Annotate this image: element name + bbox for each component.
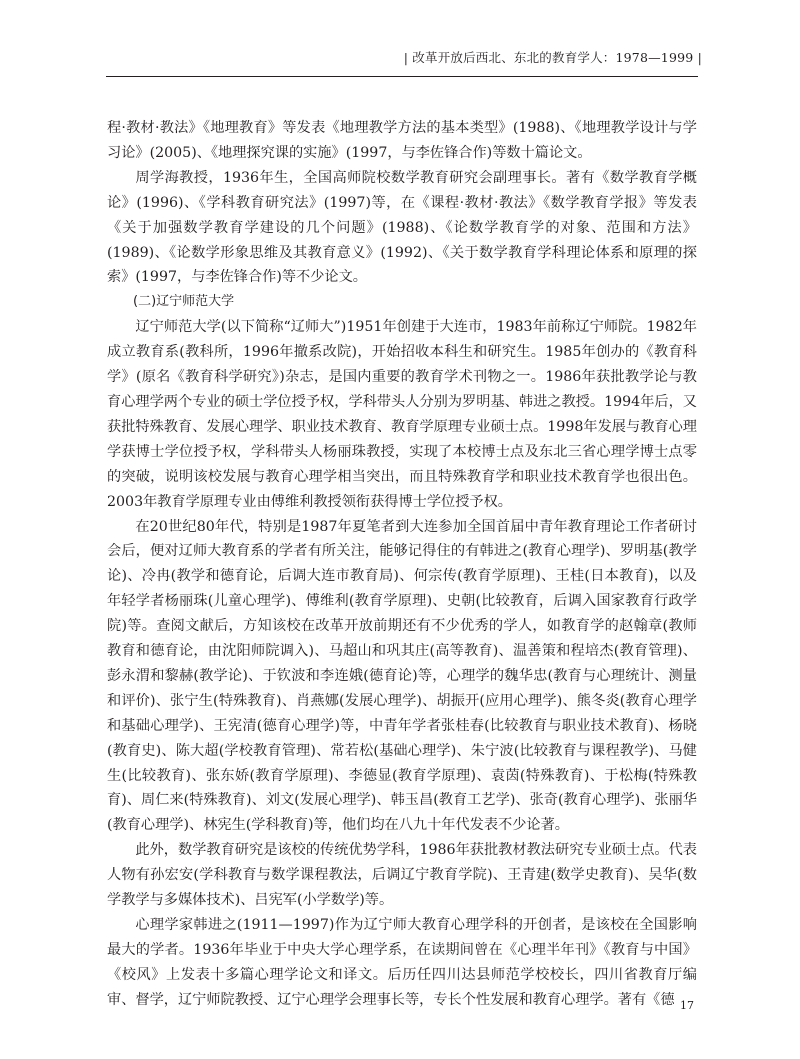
paragraph-scholars-1980s: 在20世纪80年代，特别是1987年夏笔者到大连参加全国首届中青年教育理论工作者研讨会后，便对辽师大教育系的学者有所关注，能够记得住的有韩进之(教育心理学)、罗明基(教学论)、冷冉(教学和德育论，后调大连市教育局)、何宗传(教育学原理)、王桂(日本教育)，以及年轻学者杨丽珠(儿童心理学)、傅维利(教育学原理)、史朝(比较教育，后调入国家教育行政学院)等。查阅文献后，方知该校在改革开放前期还有不少优秀的学人，如教育学的赵翰章(教师教育和德育论，由沈阳师院调入)、马超山和巩其庄(高等教育)、温善策和程培杰(教育管理)、彭永渭和黎赫(教学论)、于钦波和李连娥(德育论)等，心理学的魏华忠(教育与心理统计、测量和评价)、张宁生(特殊教育)、肖燕娜(发展心理学)、胡振开(应用心理学)、熊冬炎(教育心理学和基础心理学)、王宪清(德育心理学)等，中青年学者张桂春(比较教育与职业技术教育)、杨晓(教育史)、陈大超(学校教育管理)、常若松(基础心理学)、朱宁波(比较教育与课程教学)、马健生(比较教育)、张东娇(教育学原理)、李德显(教育学原理)、袁茵(特殊教育)、于松梅(特殊教育)、周仁来(特殊教育)、刘文(发展心理学)、韩玉昌(教育工艺学)、张奇(教育心理学)、张丽华(教育心理学)、林宪生(学科教育)等，他们均在八九十年代发表不少论著。 bbox=[107, 518, 697, 834]
paragraph-han-jinzhi: 心理学家韩进之(1911—1997)作为辽宁师大教育心理学科的开创者，是该校在全国影响最大的学者。1936年毕业于中央大学心理学系，在读期间曾在《心理半年刊》《教育与中国》《校风》上发表十多篇心理学论文和译文。后历任四川达县师范学校校长，四川省教育厅编审、督学，辽宁师院教授、辽宁心理学会理事长等，专长个性发展和教育心理学。著有《德 bbox=[107, 917, 697, 1008]
paragraph-continuation: 程·教材·教法》《地理教育》等发表《地理教学方法的基本类型》(1988)、《地理教学设计与学习论》(2005)、《地理探究课的实施》(1997，与李佐锋合作)等数十篇论文。 bbox=[107, 120, 697, 161]
running-header: | 改革开放后西北、东北的教育学人：1978—1999 | bbox=[403, 50, 702, 65]
paragraph-zhou-xuehai: 周学海教授，1936年生，全国高师院校数学教育研究会副理事长。著有《数学教育学概论》(1996)、《学科教育研究法》(1997)等，在《课程·教材·教法》《数学教育学报》等发表《关于加强数学教育学建设的几个问题》(1988)、《论数学教育学的对象、范围和方法》(1989)、《论数学形象思维及其教育意义》(1992)、《关于数学教育学科理论体系和原理的探索》(1997，与李佐锋合作)等不少论文。 bbox=[107, 169, 697, 286]
paragraph-university-history: 辽宁师范大学(以下简称“辽师大”)1951年创建于大连市，1983年前称辽宁师院。1982年成立教育系(教科所，1996年撤系改院)，开始招收本科生和研究生。1985年创办的《教育科学》(原名《教育科学研究》)杂志，是国内重要的教育学术刊物之一。1986年获批教学论与教育心理学两个专业的硕士学位授予权，学科带头人分别为罗明基、韩进之教授。1994年后，又获批特殊教育、发展心理学、职业技术教育、教育学原理专业硕士点。1998年发展与教育心理学获博士学位授予权，学科带头人杨丽珠教授，实现了本校博士点及东北三省心理学博士点零的突破，说明该校发展与教育心理学相当突出，而且特殊教育学和职业技术教育学也很出色。2003年教育学原理专业由傅维利教授领衔获得博士学位授予权。 bbox=[107, 319, 697, 510]
page-number: 17 bbox=[680, 999, 694, 1012]
header-rule bbox=[106, 76, 698, 77]
section-heading-liaoning-normal-university: (二)辽宁师范大学 bbox=[133, 294, 235, 310]
paragraph-math-education: 此外，数学教育研究是该校的传统优势学科，1986年获批教材教法研究专业硕士点。代表人物有孙宏安(学科教育与数学课程教法，后调辽宁教育学院)、王青建(数学史教育)、吴华(数学教学与多媒体技术)、吕宪军(小学数学)等。 bbox=[107, 842, 697, 909]
body-text bbox=[107, 116, 697, 1013]
